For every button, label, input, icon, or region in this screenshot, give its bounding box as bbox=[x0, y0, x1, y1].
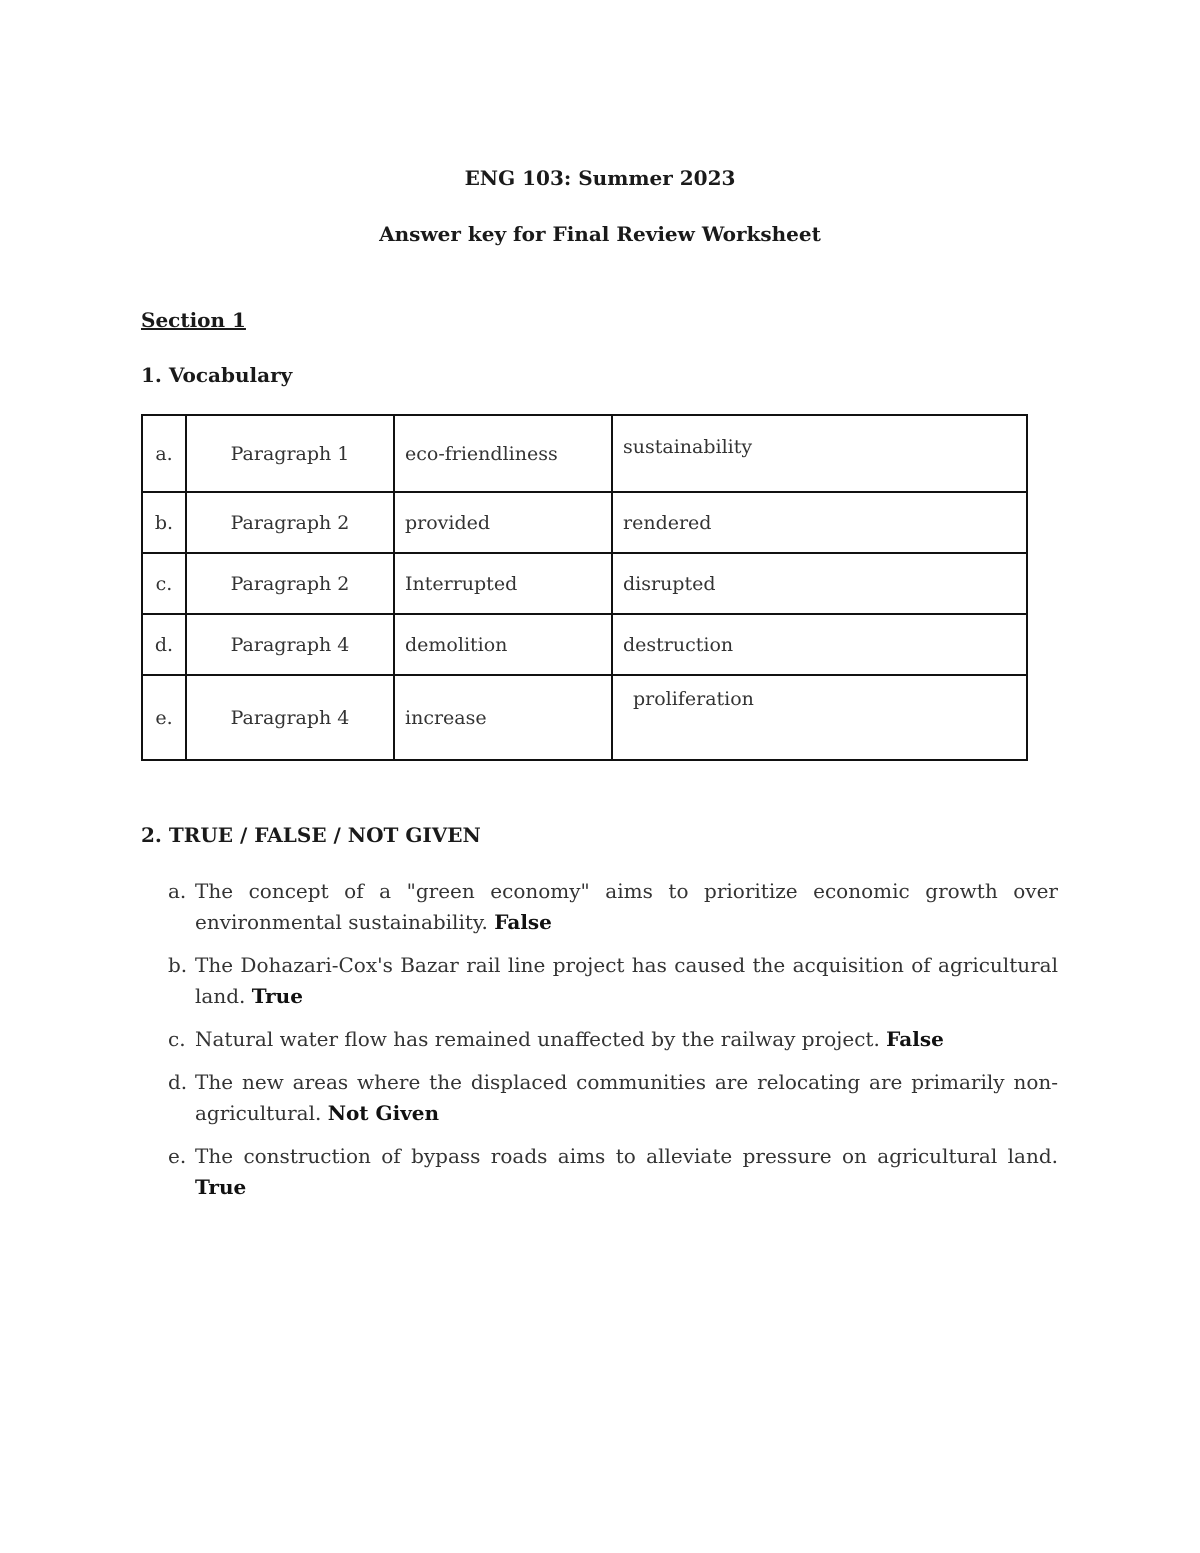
item-statement: The construction of bypass roads aims to alleviate pressure on agricultural land. bbox=[195, 1144, 1058, 1168]
answer-word: rendered bbox=[612, 492, 1027, 553]
row-letter: a. bbox=[142, 415, 186, 492]
item-letter: d. bbox=[168, 1070, 188, 1094]
original-word: increase bbox=[394, 675, 612, 760]
list-item bbox=[168, 950, 1058, 1012]
answer-word: proliferation bbox=[612, 675, 1027, 760]
table-row bbox=[142, 553, 1027, 614]
item-letter: e. bbox=[168, 1144, 187, 1168]
item-answer: True bbox=[251, 984, 303, 1008]
list-item bbox=[168, 876, 1058, 938]
list-item bbox=[168, 1067, 1058, 1129]
item-letter: a. bbox=[168, 879, 187, 903]
row-letter: d. bbox=[142, 614, 186, 675]
section-heading: Section 1 bbox=[141, 308, 246, 332]
table-row bbox=[142, 492, 1027, 553]
answer-word: disrupted bbox=[612, 553, 1027, 614]
vocabulary-heading: 1. Vocabulary bbox=[141, 363, 293, 387]
original-word: demolition bbox=[394, 614, 612, 675]
item-letter: c. bbox=[168, 1027, 186, 1051]
item-statement: The Dohazari-Cox's Bazar rail line project has caused the acquisition of agricultural land. bbox=[195, 953, 1058, 1008]
item-statement: Natural water flow has remained unaffected by the railway project. bbox=[195, 1027, 887, 1051]
list-item bbox=[168, 1141, 1058, 1203]
paragraph-ref: Paragraph 1 bbox=[186, 415, 394, 492]
answer-word: sustainability bbox=[612, 415, 1027, 492]
answer-word: destruction bbox=[612, 614, 1027, 675]
item-statement: The new areas where the displaced communities are relocating are primarily non-agricultural. bbox=[195, 1070, 1058, 1125]
item-letter: b. bbox=[168, 953, 188, 977]
vocabulary-table bbox=[141, 414, 1028, 761]
item-answer: True bbox=[195, 1175, 247, 1199]
true-false-heading: 2. TRUE / FALSE / NOT GIVEN bbox=[141, 823, 481, 847]
item-answer: False bbox=[886, 1027, 944, 1051]
row-letter: c. bbox=[142, 553, 186, 614]
paragraph-ref: Paragraph 4 bbox=[186, 675, 394, 760]
table-row bbox=[142, 675, 1027, 760]
row-letter: e. bbox=[142, 675, 186, 760]
paragraph-ref: Paragraph 2 bbox=[186, 492, 394, 553]
original-word: eco-friendliness bbox=[394, 415, 612, 492]
table-row bbox=[142, 415, 1027, 492]
list-item bbox=[168, 1024, 1058, 1055]
original-word: provided bbox=[394, 492, 612, 553]
item-answer: Not Given bbox=[327, 1101, 440, 1125]
true-false-list bbox=[168, 876, 1058, 1215]
item-answer: False bbox=[494, 910, 552, 934]
table-row bbox=[142, 614, 1027, 675]
document-title: ENG 103: Summer 2023 bbox=[464, 166, 736, 190]
paragraph-ref: Paragraph 2 bbox=[186, 553, 394, 614]
item-statement: The concept of a "green economy" aims to prioritize economic growth over environmental sustainability. bbox=[195, 879, 1058, 934]
paragraph-ref: Paragraph 4 bbox=[186, 614, 394, 675]
row-letter: b. bbox=[142, 492, 186, 553]
original-word: Interrupted bbox=[394, 553, 612, 614]
document-subtitle: Answer key for Final Review Worksheet bbox=[379, 222, 821, 246]
